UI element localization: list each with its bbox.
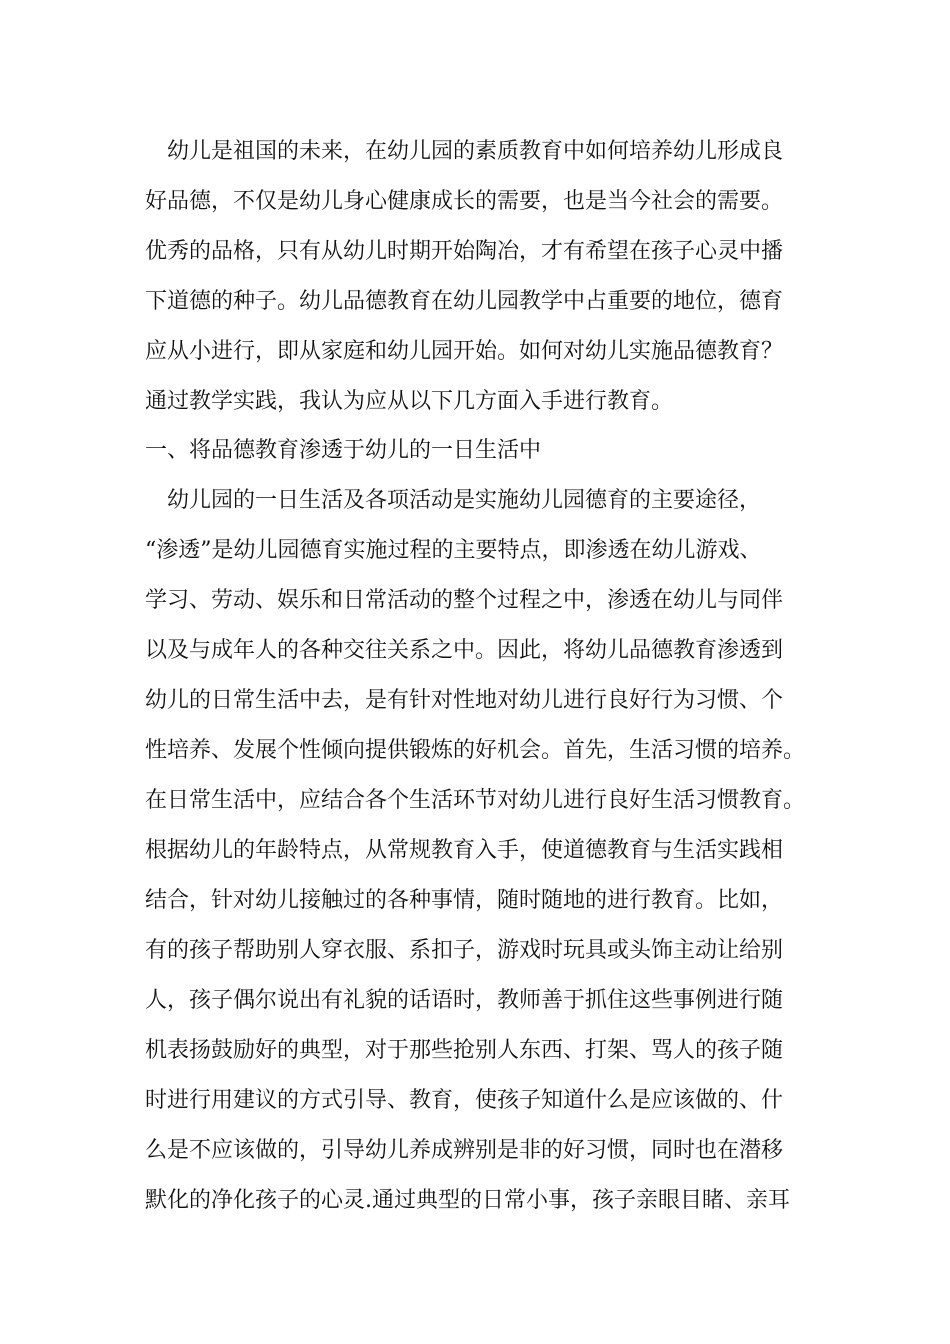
text-line: 性培养、发展个性倾向提供锻炼的好机会。首先，生活习惯的培养。 <box>145 738 806 763</box>
text-line: 优秀的品格，只有从幼儿时期开始陶冶，才有希望在孩子心灵中播 <box>145 239 784 264</box>
text-line: 幼儿是祖国的未来，在幼儿园的素质教育中如何培养幼儿形成良 <box>145 139 784 164</box>
section-heading: 一、将品德教育渗透于幼儿的一日生活中 <box>145 438 542 463</box>
text-line: 幼儿园的一日生活及各项活动是实施幼儿园德育的主要途径， <box>145 488 762 513</box>
text-line: 幼儿的日常生活中去，是有针对性地对幼儿进行良好行为习惯、个 <box>145 688 784 713</box>
text-line: 人，孩子偶尔说出有礼貌的话语时，教师善于抓住这些事例进行随 <box>145 988 784 1013</box>
text-line: 根据幼儿的年龄特点，从常规教育入手，使道德教育与生活实践相 <box>145 838 784 863</box>
text-line: “渗透”是幼儿园德育实施过程的主要特点，即渗透在幼儿游戏、 <box>145 538 762 563</box>
text-line: 结合，针对幼儿接触过的各种事情，随时随地的进行教育。比如， <box>145 888 784 913</box>
text-line: 学习、劳动、娱乐和日常活动的整个过程之中，渗透在幼儿与同伴 <box>145 588 784 613</box>
text-line: 下道德的种子。幼儿品德教育在幼儿园教学中占重要的地位，德育 <box>145 289 784 314</box>
text-line: 默化的净化孩子的心灵.通过典型的日常小事，孩子亲眼目睹、亲耳 <box>145 1188 790 1213</box>
text-line: 么是不应该做的，引导幼儿养成辨别是非的好习惯，同时也在潜移 <box>145 1138 784 1163</box>
text-line: 好品德，不仅是幼儿身心健康成长的需要，也是当今社会的需要。 <box>145 189 784 214</box>
text-line: 以及与成年人的各种交往关系之中。因此，将幼儿品德教育渗透到 <box>145 638 784 663</box>
text-line: 时进行用建议的方式引导、教育，使孩子知道什么是应该做的、什 <box>145 1088 784 1113</box>
text-line: 应从小进行，即从家庭和幼儿园开始。如何对幼儿实施品德教育？ <box>145 339 784 364</box>
text-line: 在日常生活中，应结合各个生活环节对幼儿进行良好生活习惯教育。 <box>145 788 806 813</box>
text-line: 机表扬鼓励好的典型，对于那些抢别人东西、打架、骂人的孩子随 <box>145 1038 784 1063</box>
text-line: 通过教学实践，我认为应从以下几方面入手进行教育。 <box>145 389 674 414</box>
text-line: 有的孩子帮助别人穿衣服、系扣子，游戏时玩具或头饰主动让给别 <box>145 938 784 963</box>
